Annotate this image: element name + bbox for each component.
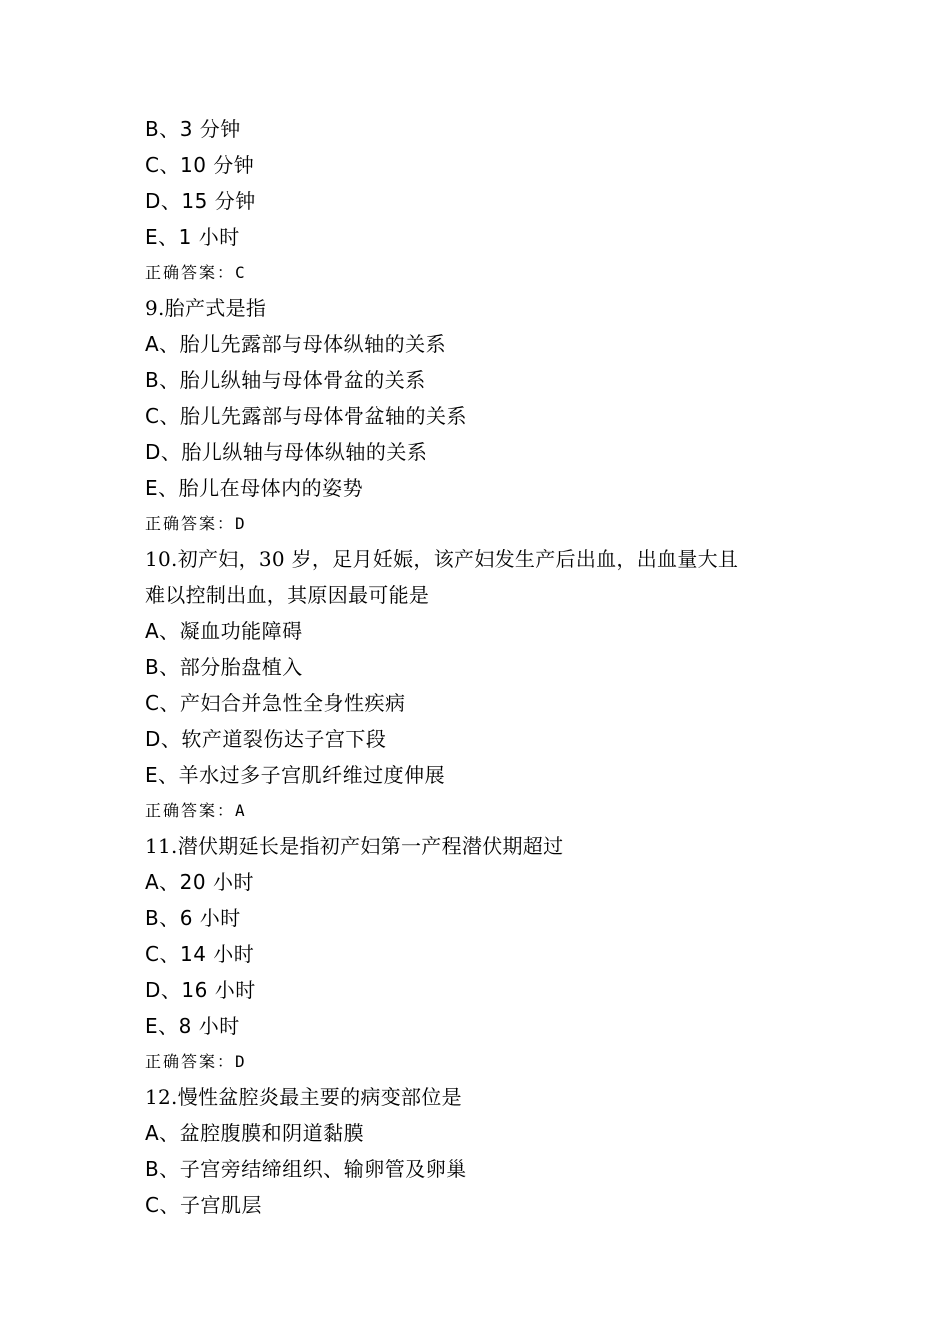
- q11-stem: 11.潜伏期延长是指初产妇第一产程潜伏期超过: [145, 834, 564, 858]
- q10-option-b: B、部分胎盘植入: [145, 655, 303, 679]
- q9-option-c: C、胎儿先露部与母体骨盆轴的关系: [145, 404, 467, 428]
- q8-option-d: D、15 分钟: [145, 189, 256, 213]
- q10-answer: 正确答案：A: [145, 801, 247, 820]
- q11-option-d: D、16 小时: [145, 978, 256, 1002]
- q9-answer: 正确答案：D: [145, 514, 247, 533]
- q12-stem: 12.慢性盆腔炎最主要的病变部位是: [145, 1085, 462, 1109]
- q9-option-a: A、胎儿先露部与母体纵轴的关系: [145, 332, 447, 356]
- q8-answer: 正确答案：C: [145, 263, 247, 282]
- q12-option-c: C、子宫肌层: [145, 1193, 262, 1217]
- q10-option-a: A、凝血功能障碍: [145, 619, 303, 643]
- q10-stem-line-2: 难以控制出血，其原因最可能是: [145, 583, 430, 607]
- q10-stem-line-1: 10.初产妇，30 岁，足月妊娠，该产妇发生产后出血，出血量大且: [145, 547, 739, 571]
- q9-stem: 9.胎产式是指: [145, 296, 267, 320]
- q8-option-b: B、3 分钟: [145, 117, 241, 141]
- q9-option-d: D、胎儿纵轴与母体纵轴的关系: [145, 440, 428, 464]
- q12-option-b: B、子宫旁结缔组织、输卵管及卵巢: [145, 1157, 467, 1181]
- q11-option-b: B、6 小时: [145, 906, 241, 930]
- q9-option-b: B、胎儿纵轴与母体骨盆的关系: [145, 368, 426, 392]
- q11-option-e: E、8 小时: [145, 1014, 240, 1038]
- q11-option-c: C、14 小时: [145, 942, 255, 966]
- q12-option-a: A、盆腔腹膜和阴道黏膜: [145, 1121, 365, 1145]
- q9-option-e: E、胎儿在母体内的姿势: [145, 476, 364, 500]
- q10-option-c: C、产妇合并急性全身性疾病: [145, 691, 406, 715]
- q10-option-e: E、羊水过多子宫肌纤维过度伸展: [145, 763, 446, 787]
- q11-answer: 正确答案：D: [145, 1052, 247, 1071]
- q10-option-d: D、软产道裂伤达子宫下段: [145, 727, 387, 751]
- q11-option-a: A、20 小时: [145, 870, 254, 894]
- q8-option-c: C、10 分钟: [145, 153, 255, 177]
- q8-option-e: E、1 小时: [145, 225, 240, 249]
